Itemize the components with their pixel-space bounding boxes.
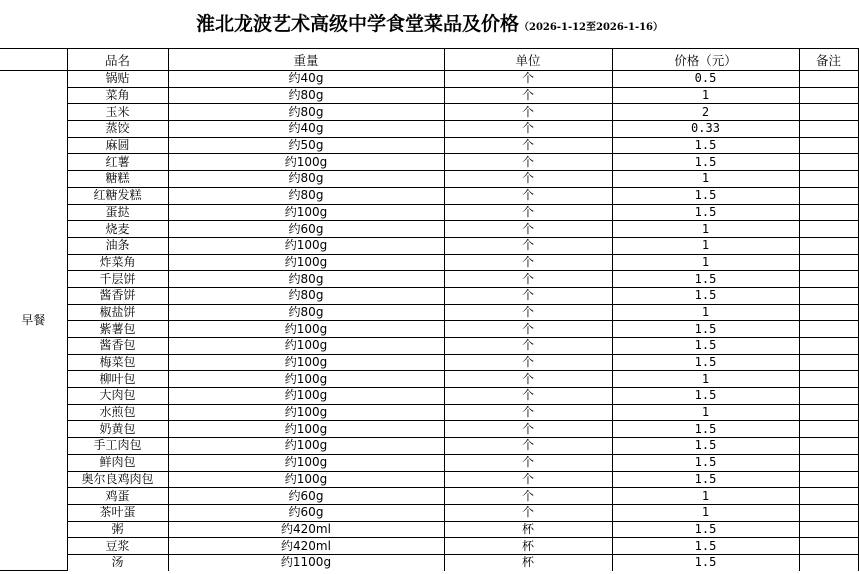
item-note-cell[interactable] xyxy=(799,271,858,288)
table-row xyxy=(0,421,858,438)
item-weight-cell[interactable]: 约100g xyxy=(168,254,444,271)
item-unit-cell[interactable]: 个 xyxy=(444,304,612,321)
item-price-cell[interactable]: 1.5 xyxy=(612,154,799,171)
item-name-cell[interactable]: 红薯 xyxy=(67,154,168,171)
item-unit-cell[interactable]: 个 xyxy=(444,254,612,271)
item-name-cell[interactable]: 鲜肉包 xyxy=(67,454,168,471)
item-price-cell[interactable]: 1.5 xyxy=(612,438,799,455)
item-name-cell[interactable]: 烧麦 xyxy=(67,221,168,238)
header-note[interactable]: 备注 xyxy=(799,49,858,71)
item-unit-cell[interactable]: 个 xyxy=(444,104,612,121)
item-price-cell[interactable]: 1 xyxy=(612,304,799,321)
item-weight-cell[interactable]: 约80g xyxy=(168,287,444,304)
table-row xyxy=(0,137,858,154)
item-price-cell[interactable]: 1 xyxy=(612,221,799,238)
table-row xyxy=(0,371,858,388)
item-weight-cell[interactable]: 约1100g xyxy=(168,554,444,570)
item-name-cell[interactable]: 柳叶包 xyxy=(67,371,168,388)
item-name-cell[interactable]: 蒸饺 xyxy=(67,121,168,138)
item-weight-cell[interactable]: 约100g xyxy=(168,154,444,171)
item-note-cell[interactable] xyxy=(799,121,858,138)
item-price-cell[interactable]: 1.5 xyxy=(612,521,799,538)
item-price-cell[interactable]: 1.5 xyxy=(612,137,799,154)
item-weight-cell[interactable]: 约100g xyxy=(168,338,444,355)
item-unit-cell[interactable]: 个 xyxy=(444,171,612,188)
item-weight-cell[interactable]: 约80g xyxy=(168,87,444,104)
item-unit-cell[interactable]: 个 xyxy=(444,187,612,204)
table-row xyxy=(0,271,858,288)
item-price-cell[interactable]: 1.5 xyxy=(612,354,799,371)
table-row xyxy=(0,471,858,488)
page-title: 淮北龙波艺术高级中学食堂菜品及价格 xyxy=(195,13,519,35)
item-price-cell[interactable]: 1.5 xyxy=(612,204,799,221)
item-note-cell[interactable] xyxy=(799,321,858,338)
item-name-cell[interactable]: 粥 xyxy=(67,521,168,538)
item-price-cell[interactable]: 1.5 xyxy=(612,454,799,471)
item-name-cell[interactable]: 千层饼 xyxy=(67,271,168,288)
item-note-cell[interactable] xyxy=(799,471,858,488)
item-note-cell[interactable] xyxy=(799,87,858,104)
item-note-cell[interactable] xyxy=(799,454,858,471)
item-note-cell[interactable] xyxy=(799,354,858,371)
item-price-cell[interactable]: 1.5 xyxy=(612,321,799,338)
item-name-cell[interactable]: 玉米 xyxy=(67,104,168,121)
item-unit-cell[interactable]: 个 xyxy=(444,221,612,238)
item-price-cell[interactable]: 1.5 xyxy=(612,471,799,488)
item-note-cell[interactable] xyxy=(799,237,858,254)
item-name-cell[interactable]: 椒盐饼 xyxy=(67,304,168,321)
item-weight-cell[interactable]: 约40g xyxy=(168,121,444,138)
table-row xyxy=(0,304,858,321)
item-weight-cell[interactable]: 约80g xyxy=(168,104,444,121)
item-name-cell[interactable]: 炸菜角 xyxy=(67,254,168,271)
item-weight-cell[interactable]: 约100g xyxy=(168,371,444,388)
item-note-cell[interactable] xyxy=(799,187,858,204)
item-price-cell[interactable]: 1 xyxy=(612,404,799,421)
table-row xyxy=(0,87,858,104)
item-price-cell[interactable]: 1 xyxy=(612,87,799,104)
item-unit-cell[interactable]: 个 xyxy=(444,87,612,104)
header-weight[interactable]: 重量 xyxy=(168,49,444,71)
item-price-cell[interactable]: 1 xyxy=(612,504,799,521)
item-weight-cell[interactable]: 约100g xyxy=(168,438,444,455)
item-note-cell[interactable] xyxy=(799,554,858,570)
item-unit-cell[interactable]: 杯 xyxy=(444,554,612,570)
item-unit-cell[interactable]: 杯 xyxy=(444,538,612,555)
item-name-cell[interactable]: 麻圆 xyxy=(67,137,168,154)
item-weight-cell[interactable]: 约100g xyxy=(168,421,444,438)
item-note-cell[interactable] xyxy=(799,104,858,121)
item-unit-cell[interactable]: 个 xyxy=(444,388,612,405)
table-row xyxy=(0,321,858,338)
item-name-cell[interactable]: 奶黄包 xyxy=(67,421,168,438)
table-row xyxy=(0,388,858,405)
item-unit-cell[interactable]: 个 xyxy=(444,237,612,254)
item-name-cell[interactable]: 茶叶蛋 xyxy=(67,504,168,521)
item-note-cell[interactable] xyxy=(799,254,858,271)
table-row xyxy=(0,338,858,355)
item-price-cell[interactable]: 1 xyxy=(612,171,799,188)
table-row xyxy=(0,488,858,505)
item-weight-cell[interactable]: 约420ml xyxy=(168,521,444,538)
table-row xyxy=(0,454,858,471)
header-category[interactable] xyxy=(0,49,67,71)
item-note-cell[interactable] xyxy=(799,371,858,388)
item-name-cell[interactable]: 糖糕 xyxy=(67,171,168,188)
table-row xyxy=(0,71,858,88)
item-note-cell[interactable] xyxy=(799,521,858,538)
header-row xyxy=(0,49,858,71)
item-name-cell[interactable]: 汤 xyxy=(67,554,168,570)
table-body xyxy=(0,71,858,571)
item-unit-cell[interactable]: 个 xyxy=(444,271,612,288)
item-unit-cell[interactable]: 个 xyxy=(444,454,612,471)
item-name-cell[interactable]: 豆浆 xyxy=(67,538,168,555)
item-name-cell[interactable]: 油条 xyxy=(67,237,168,254)
item-name-cell[interactable]: 鸡蛋 xyxy=(67,488,168,505)
table-row xyxy=(0,104,858,121)
item-unit-cell[interactable]: 个 xyxy=(444,404,612,421)
item-weight-cell[interactable]: 约40g xyxy=(168,71,444,88)
date-range: （2026-1-12至2026-1-16） xyxy=(519,22,664,33)
header-unit[interactable]: 单位 xyxy=(444,49,612,71)
table-row xyxy=(0,237,858,254)
item-note-cell[interactable] xyxy=(799,154,858,171)
item-weight-cell[interactable]: 约100g xyxy=(168,204,444,221)
item-name-cell[interactable]: 蛋挞 xyxy=(67,204,168,221)
item-price-cell[interactable]: 1.5 xyxy=(612,538,799,555)
item-note-cell[interactable] xyxy=(799,287,858,304)
item-name-cell[interactable]: 大肉包 xyxy=(67,388,168,405)
item-name-cell[interactable]: 菜角 xyxy=(67,87,168,104)
item-price-cell[interactable]: 1 xyxy=(612,237,799,254)
item-weight-cell[interactable]: 约100g xyxy=(168,388,444,405)
item-note-cell[interactable] xyxy=(799,388,858,405)
item-weight-cell[interactable]: 约80g xyxy=(168,171,444,188)
item-price-cell[interactable]: 1 xyxy=(612,254,799,271)
item-unit-cell[interactable]: 个 xyxy=(444,71,612,88)
item-note-cell[interactable] xyxy=(799,221,858,238)
item-name-cell[interactable]: 锅贴 xyxy=(67,71,168,88)
item-weight-cell[interactable]: 约50g xyxy=(168,137,444,154)
item-price-cell[interactable]: 1.5 xyxy=(612,554,799,570)
item-unit-cell[interactable]: 个 xyxy=(444,421,612,438)
item-note-cell[interactable] xyxy=(799,538,858,555)
item-unit-cell[interactable]: 个 xyxy=(444,471,612,488)
item-unit-cell[interactable]: 个 xyxy=(444,338,612,355)
table-row xyxy=(0,204,858,221)
table-row xyxy=(0,521,858,538)
header-price[interactable]: 价格（元） xyxy=(612,49,799,71)
item-price-cell[interactable]: 2 xyxy=(612,104,799,121)
item-price-cell[interactable]: 1.5 xyxy=(612,271,799,288)
item-name-cell[interactable]: 酱香饼 xyxy=(67,287,168,304)
item-weight-cell[interactable]: 约100g xyxy=(168,404,444,421)
item-weight-cell[interactable]: 约100g xyxy=(168,471,444,488)
table-row xyxy=(0,504,858,521)
table-row xyxy=(0,187,858,204)
item-weight-cell[interactable]: 约100g xyxy=(168,321,444,338)
item-weight-cell[interactable]: 约80g xyxy=(168,271,444,288)
table-row xyxy=(0,171,858,188)
item-price-cell[interactable]: 1 xyxy=(612,371,799,388)
item-name-cell[interactable]: 紫薯包 xyxy=(67,321,168,338)
item-name-cell[interactable]: 红糖发糕 xyxy=(67,187,168,204)
item-name-cell[interactable]: 奥尔良鸡肉包 xyxy=(67,471,168,488)
item-price-cell[interactable]: 1.5 xyxy=(612,338,799,355)
item-note-cell[interactable] xyxy=(799,71,858,88)
header-name[interactable]: 品名 xyxy=(67,49,168,71)
table-row xyxy=(0,154,858,171)
item-note-cell[interactable] xyxy=(799,438,858,455)
menu-price-table xyxy=(0,49,859,571)
item-unit-cell[interactable]: 个 xyxy=(444,354,612,371)
table-row xyxy=(0,254,858,271)
table-row xyxy=(0,287,858,304)
item-unit-cell[interactable]: 个 xyxy=(444,287,612,304)
item-note-cell[interactable] xyxy=(799,137,858,154)
item-price-cell[interactable]: 0.33 xyxy=(612,121,799,138)
table-row xyxy=(0,538,858,555)
item-weight-cell[interactable]: 约60g xyxy=(168,221,444,238)
item-note-cell[interactable] xyxy=(799,488,858,505)
item-weight-cell[interactable]: 约100g xyxy=(168,454,444,471)
table-row xyxy=(0,121,858,138)
item-unit-cell[interactable]: 个 xyxy=(444,371,612,388)
item-weight-cell[interactable]: 约60g xyxy=(168,488,444,505)
item-unit-cell[interactable]: 个 xyxy=(444,137,612,154)
table-row xyxy=(0,354,858,371)
item-note-cell[interactable] xyxy=(799,421,858,438)
item-unit-cell[interactable]: 个 xyxy=(444,504,612,521)
table-row xyxy=(0,438,858,455)
item-weight-cell[interactable]: 约80g xyxy=(168,304,444,321)
item-unit-cell[interactable]: 个 xyxy=(444,321,612,338)
table-row xyxy=(0,554,858,570)
item-weight-cell[interactable]: 约60g xyxy=(168,504,444,521)
item-price-cell[interactable]: 1.5 xyxy=(612,388,799,405)
item-note-cell[interactable] xyxy=(799,404,858,421)
item-unit-cell[interactable]: 个 xyxy=(444,204,612,221)
item-weight-cell[interactable]: 约100g xyxy=(168,237,444,254)
title-row xyxy=(0,0,859,49)
item-unit-cell[interactable]: 个 xyxy=(444,438,612,455)
item-name-cell[interactable]: 酱香包 xyxy=(67,338,168,355)
item-name-cell[interactable]: 梅菜包 xyxy=(67,354,168,371)
item-price-cell[interactable]: 1 xyxy=(612,488,799,505)
item-weight-cell[interactable]: 约80g xyxy=(168,187,444,204)
item-name-cell[interactable]: 手工肉包 xyxy=(67,438,168,455)
item-unit-cell[interactable]: 个 xyxy=(444,154,612,171)
item-name-cell[interactable]: 水煎包 xyxy=(67,404,168,421)
item-note-cell[interactable] xyxy=(799,304,858,321)
item-unit-cell[interactable]: 杯 xyxy=(444,521,612,538)
item-note-cell[interactable] xyxy=(799,504,858,521)
item-weight-cell[interactable]: 约420ml xyxy=(168,538,444,555)
item-note-cell[interactable] xyxy=(799,171,858,188)
item-price-cell[interactable]: 1.5 xyxy=(612,421,799,438)
item-price-cell[interactable]: 0.5 xyxy=(612,71,799,88)
table-row xyxy=(0,404,858,421)
item-price-cell[interactable]: 1.5 xyxy=(612,187,799,204)
item-note-cell[interactable] xyxy=(799,338,858,355)
item-unit-cell[interactable]: 个 xyxy=(444,488,612,505)
item-price-cell[interactable]: 1.5 xyxy=(612,287,799,304)
item-unit-cell[interactable]: 个 xyxy=(444,121,612,138)
item-weight-cell[interactable]: 约100g xyxy=(168,354,444,371)
item-note-cell[interactable] xyxy=(799,204,858,221)
table-row xyxy=(0,221,858,238)
category-cell[interactable]: 早餐 xyxy=(0,71,67,571)
